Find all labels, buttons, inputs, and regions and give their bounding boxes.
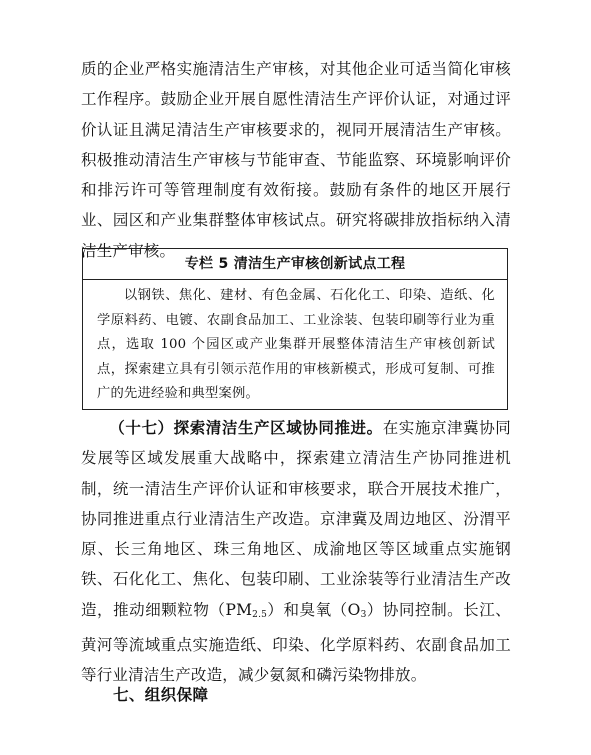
paragraph-text-b: ）和臭氧（O (267, 600, 361, 619)
feature-box-title: 专栏 5 清洁生产审核创新试点工程 (83, 249, 507, 280)
feature-box-text: 以钢铁、焦化、建材、有色金属、石化化工、印染、造纸、化学原料药、电镀、农副食品加工、工业涂装、包装印刷等行业为重点，选取 100 个园区或产业集群开展整体清洁生产审核创新试点，探索建立具有引领示范作用的审核新模式，形成可复制、可推广的先进经验和典型案例。 (97, 288, 495, 402)
paragraph-lead: （十七）探索清洁生产区域协同推进。 (108, 419, 383, 437)
ozone-subscript: 3 (360, 609, 367, 620)
paragraph-audit-policy (81, 54, 511, 266)
paragraph-text-a: 在实施京津冀协同发展等区域发展重大战略中，探索建立清洁生产协同推进机制，统一清洁生产评价认证和审核要求，联合开展技术推广，协同推进重点行业清洁生产改造。京津冀及周边地区、汾渭平原、长三角地区、珠三角地区、成渝地区等区域重点实施钢铁、石化化工、焦化、包装印刷、工业涂装等行业清洁生产改造，推动细颗粒物（PM (81, 419, 511, 619)
pm-subscript: 2.5 (252, 609, 268, 620)
paragraph-text-c: ）协同控制。长江、黄河等流域重点实施造纸、印染、化学原料药、农副食品加工等行业清洁生产改造，减少氨氮和磷污染物排放。 (81, 600, 511, 685)
paragraph-regional-coordination (81, 413, 511, 691)
section-heading: 七、组织保障 (113, 686, 209, 704)
paragraph-text: 质的企业严格实施清洁生产审核，对其他企业可适当简化审核工作程序。鼓励企业开展自愿性清洁生产评价认证，对通过评价认证且满足清洁生产审核要求的，视同开展清洁生产审核。积极推动清洁生产审核与节能审查、节能监察、环境影响评价和排污许可等管理制度有效衔接。鼓励有条件的地区开展行业、园区和产业集群整体审核试点。研究将碳排放指标纳入清洁生产审核。 (81, 60, 511, 260)
feature-box-column-5 (82, 248, 508, 410)
feature-box-body (83, 280, 507, 407)
